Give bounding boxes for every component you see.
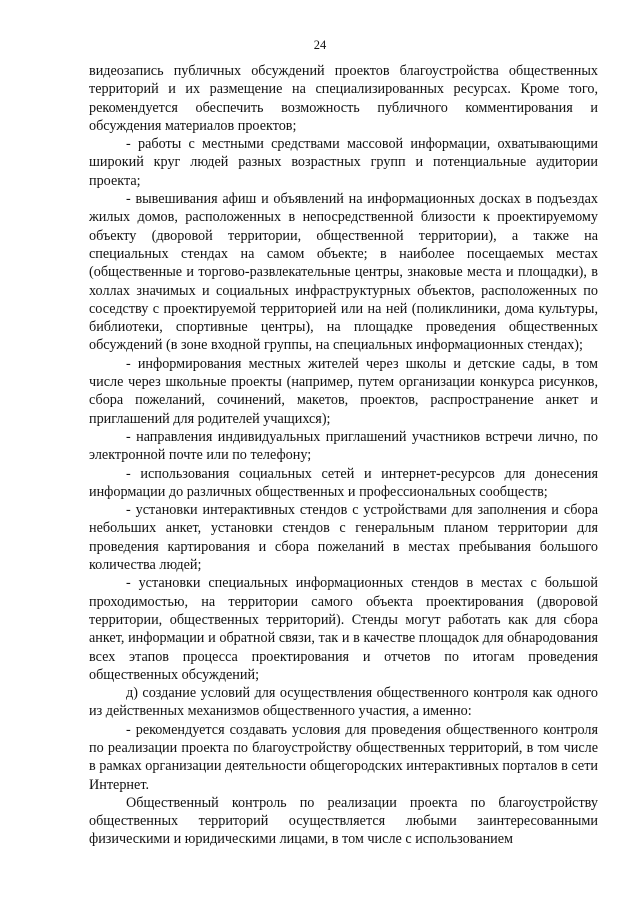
paragraph: д) создание условий для осуществления общественного контроля как одного из действенных механизмов общественного участия, а именно: bbox=[89, 685, 598, 720]
paragraph: видеозапись публичных обсуждений проектов благоустройства общественных территорий и их размещение на специализированных ресурсах. Кроме того, рекомендуется обеспечить возможность публичного комментирования и обсуждения материалов проектов; bbox=[89, 63, 598, 134]
paragraph: - информирования местных жителей через школы и детские сады, в том числе через школьные проекты (например, путем организации конкурса рисунков, сбора пожеланий, сочинений, макетов, проектов, распространение анкет и приглашений для родителей учащихся); bbox=[89, 355, 598, 427]
page-number: 24 bbox=[313, 38, 327, 52]
paragraph: - работы с местными средствами массовой информации, охватывающими широкий круг людей разных возрастных групп и потенциальные аудитории проекта; bbox=[89, 136, 598, 189]
paragraph: Общественный контроль по реализации проекта по благоустройству общественных территорий осуществляется любыми заинтересованными физическими и юридическими лицами, в том числе с использованием bbox=[89, 794, 598, 848]
paragraph: - рекомендуется создавать условия для проведения общественного контроля по реализации проекта по благоустройству общественных территорий, в том числе в рамках организации деятельности общегородских интерактивных порталов в сети Интернет. bbox=[89, 721, 598, 793]
paragraph: - направления индивидуальных приглашений участников встречи лично, по электронной почте или по телефону; bbox=[89, 428, 598, 464]
paragraph: - использования социальных сетей и интернет-ресурсов для донесения информации до различных общественных и профессиональных сообществ; bbox=[89, 465, 598, 500]
paragraph: - установки интерактивных стендов с устройствами для заполнения и сбора небольших анкет, установки стендов с генеральным планом территории для проведения картирования и сбора пожеланий в местах пребывания большого количества людей; bbox=[89, 502, 598, 574]
document-body bbox=[89, 62, 598, 849]
paragraph: - вывешивания афиш и объявлений на информационных досках в подъездах жилых домов, расположенных в непосредственной близости к проектируемому объекту (дворовой территории, общественной территории), а также на специальных стендах на самом объекте; в наиболее посещаемых местах (общественные и торгово-развлекательные центры, знаковые места и площадки), в холлах значимых и социальных инфраструктурных объектов, расположенных по соседству с проектируемой территорией или на ней (поликлиники, дома культуры, библиотеки, спортивные центры), на площадке проведения общественных обсуждений (в зоне входной группы, на специальных информационных стендах); bbox=[89, 191, 598, 354]
paragraph: - установки специальных информационных стендов в местах с большой проходимостью, на территории самого объекта проектирования (дворовой территории, общественных территорий). Стенды могут работать как для сбора анкет, информации и обратной связи, так и в качестве площадок для обнародования всех этапов процесса проектирования и отчетов по итогам проведения общественных обсуждений; bbox=[89, 575, 598, 683]
